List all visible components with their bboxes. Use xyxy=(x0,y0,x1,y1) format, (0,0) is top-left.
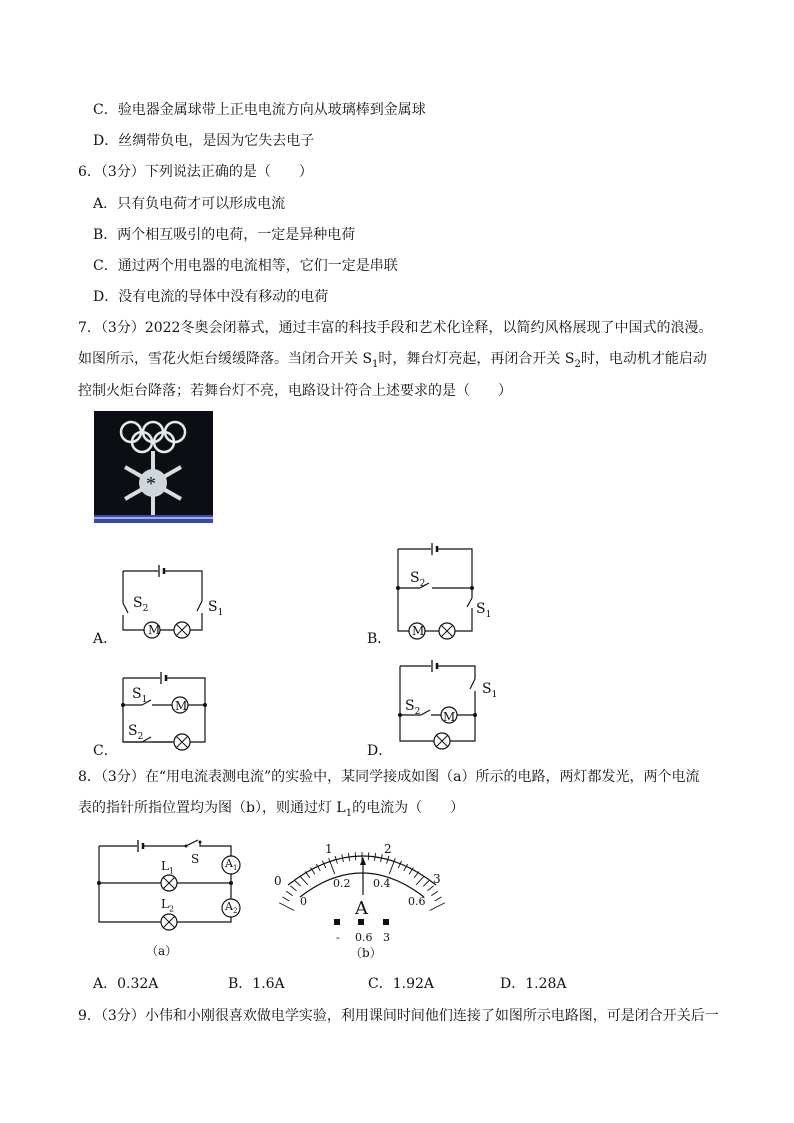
dial-tick xyxy=(431,891,438,896)
q8-answer-b: B．1.6A xyxy=(228,976,285,992)
q8-l2-label: $L_2$ xyxy=(161,897,175,914)
ammeter-terminals xyxy=(334,919,394,929)
ammeter-unit-label: A xyxy=(355,898,368,919)
dial-tick xyxy=(300,876,308,885)
dial-top-2: 2 xyxy=(384,842,392,856)
circuit-d-motor-label: M xyxy=(443,710,456,724)
q8-switch-label: S xyxy=(191,852,200,866)
q7-stem-line2: 如图所示，雪花火炬台缓缓降落。当闭合开关 $S_1$时，舞台灯亮起，再闭合开关 $S_2$时，电动机才能启动 xyxy=(78,351,707,370)
circuit-b-s1-label: $S_1$ xyxy=(476,601,492,620)
circuit-c-s2-label: $S_2$ xyxy=(128,723,144,742)
olympic-rings-icon xyxy=(94,411,213,523)
q9-stem-line1: 9．（3分）小伟和小刚很喜欢做电学实验，利用课间时间他们连接了如图所示电路图，可是闭合开关后一 xyxy=(78,1008,719,1024)
dial-tick xyxy=(295,881,301,887)
circuit-b-diagram xyxy=(395,543,485,633)
q8-stem-line1: 8．（3分）在“用电流表测电流”的实验中，某同学接成如图（a）所示的电路，两灯都发光，两个电流 xyxy=(78,769,700,785)
dial-bottom-0.4: 0.4 xyxy=(373,877,391,890)
q8-answer-a: A．0.32A xyxy=(93,976,159,992)
q8-ammeter-a1-label: $A_1$ xyxy=(225,857,238,873)
q8-ammeter-a2-label: $A_2$ xyxy=(225,900,238,916)
q8-answer-d: D．1.28A xyxy=(500,976,567,992)
dial-tick xyxy=(279,903,294,911)
circuit-b-motor-label: M xyxy=(412,624,425,638)
q7-option-c-label: C． xyxy=(93,743,118,759)
circuit-c-motor-label: M xyxy=(175,699,188,713)
q8-circuit-a-diagram xyxy=(96,837,246,937)
q6-option-d: D．没有电流的导体中没有移动的电荷 xyxy=(93,289,329,305)
q7-option-a-label: A． xyxy=(93,631,118,647)
q7-option-b-label: B． xyxy=(367,631,392,647)
dial-tick xyxy=(414,872,419,878)
snowflake-icon xyxy=(125,451,181,515)
dial-tick xyxy=(430,903,445,911)
circuit-c-s1-label: $S_1$ xyxy=(132,686,148,705)
dial-tick xyxy=(374,853,375,861)
dial-tick xyxy=(368,852,369,860)
terminal-0.6: 0.6 xyxy=(355,931,373,944)
dial-tick xyxy=(286,891,293,896)
circuit-a-motor-label: M xyxy=(148,623,161,637)
dial-top-1: 1 xyxy=(325,842,333,856)
dial-tick xyxy=(355,852,356,860)
dial-bottom-0.6: 0.6 xyxy=(408,895,426,908)
q6-stem: 6．（3分）下列说法正确的是（ ） xyxy=(78,164,313,180)
circuit-d-s1-label: $S_1$ xyxy=(482,681,498,700)
dial-tick xyxy=(348,853,349,861)
q8-answer-c: C．1.92A xyxy=(368,976,434,992)
circuit-a-s2-label: $S_2$ xyxy=(133,595,149,614)
closing-ceremony-photo xyxy=(94,411,213,523)
q7-stem-line1: 7．（3分）2022冬奥会闭幕式，通过丰富的科技手段和艺术化诠释，以简约风格展现了中国式的浪漫。 xyxy=(78,320,713,336)
terminal-negative: - xyxy=(336,931,340,944)
q5-option-c: C．验电器金属球带上正电电流方向从玻璃棒到金属球 xyxy=(93,102,426,118)
circuit-a-s1-label: $S_1$ xyxy=(208,599,224,618)
dial-top-0: 0 xyxy=(274,874,282,888)
q7-option-d-label: D． xyxy=(367,743,393,759)
dial-tick xyxy=(435,897,442,901)
dial-tick xyxy=(305,872,310,878)
dial-tick xyxy=(282,897,289,901)
dial-top-3: 3 xyxy=(433,872,441,886)
dial-tick xyxy=(290,886,296,891)
dial-tick xyxy=(423,881,429,887)
q8-fig-a-caption: （a） xyxy=(146,944,178,958)
q6-option-a: A．只有负电荷才可以形成电流 xyxy=(93,196,286,212)
q6-option-b: B．两个相互吸引的电荷，一定是异种电荷 xyxy=(93,227,356,243)
q6-option-c: C．通过两个用电器的电流相等，它们一定是串联 xyxy=(93,258,398,274)
dial-bottom-0: 0 xyxy=(300,895,307,908)
q8-fig-b-caption: （b） xyxy=(350,946,382,960)
q7-stem-line3: 控制火炬台降落；若舞台灯不亮，电路设计符合上述要求的是（ ） xyxy=(78,383,512,399)
q8-l1-label: $L_1$ xyxy=(161,859,175,876)
dial-bottom-0.2: 0.2 xyxy=(333,877,351,890)
q5-option-d: D．丝绸带负电，是因为它失去电子 xyxy=(93,133,315,149)
circuit-b-s2-label: $S_2$ xyxy=(410,570,426,589)
q8-stem-line2: 表的指针所指位置均为图（b），则通过灯 $L_1$的电流为（ ） xyxy=(78,800,465,819)
dial-tick xyxy=(416,876,424,885)
svg-text:*: * xyxy=(146,473,156,495)
terminal-3: 3 xyxy=(383,931,390,944)
circuit-d-s2-label: $S_2$ xyxy=(405,698,421,717)
